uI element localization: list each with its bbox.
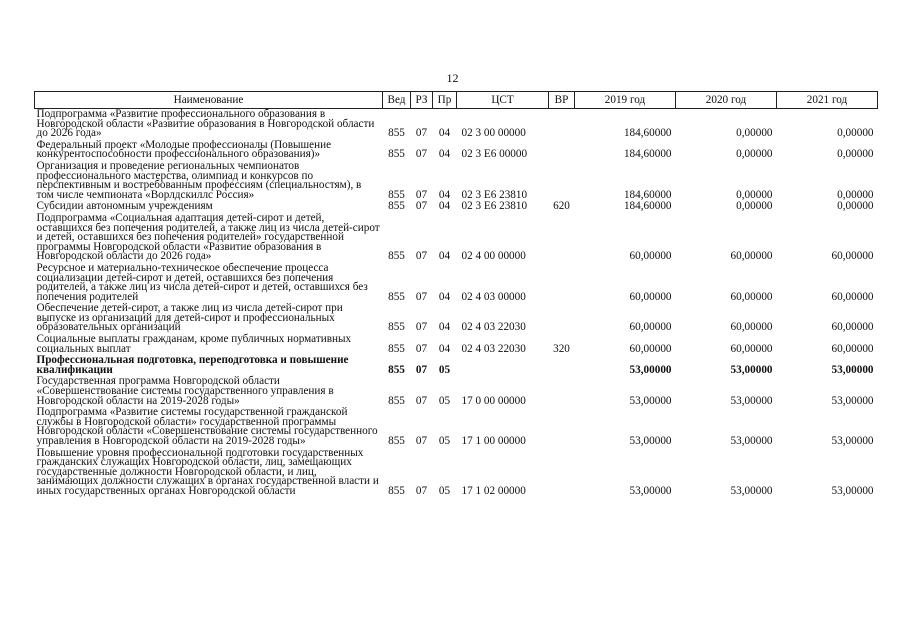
table-row <box>35 263 878 303</box>
column-header-2019: 2019 год <box>575 92 676 109</box>
column-header-ved: Вед <box>383 92 411 109</box>
row-2021-cell: 0,00000 <box>837 148 874 161</box>
row-ved-cell: 855 <box>388 321 405 334</box>
row-pr-cell: 04 <box>438 188 451 201</box>
row-2019-cell: 184,60000 <box>623 127 672 140</box>
row-pr-cell: 04 <box>438 127 451 140</box>
row-ved-cell: 855 <box>388 484 405 497</box>
row-pr-cell: 04 <box>438 148 451 161</box>
row-name-cell: Ресурсное и материально-техническое обеспечение процесса социализации детей-сирот и детей, оставшихся без попечения родителей, а также лиц из числа детей-сирот и детей, оставшихся без попечения родителей <box>36 261 368 303</box>
row-cst-cell: 02 4 00 00000 <box>461 250 526 263</box>
row-2019-cell: 184,60000 <box>623 148 672 161</box>
row-2019-cell: 53,00000 <box>629 484 672 497</box>
row-name-cell: Обеспечение детей-сирот, а также лиц из числа детей-сирот при выпуске из организаций для детей-сирот и профессиональных образовательных организаций <box>36 302 343 334</box>
table-row <box>35 448 878 498</box>
table-row <box>35 303 878 334</box>
row-2020-cell: 60,00000 <box>730 321 773 334</box>
row-rz-cell: 07 <box>415 250 428 263</box>
column-header-pr: Пр <box>433 92 457 109</box>
row-2019-cell: 184,60000 <box>623 188 672 201</box>
row-cst-cell: 02 3 Е6 00000 <box>461 148 528 161</box>
row-2021-cell: 0,00000 <box>837 188 874 201</box>
row-pr-cell: 04 <box>438 290 451 303</box>
row-cst-cell: 17 0 00 00000 <box>461 394 526 407</box>
row-cst-cell: 17 1 00 00000 <box>461 435 526 447</box>
row-ved-cell: 855 <box>388 290 405 303</box>
row-vr-cell <box>549 109 575 140</box>
row-vr-cell <box>549 376 575 407</box>
row-2020-cell: 53,00000 <box>730 484 773 497</box>
row-2020-cell: 53,00000 <box>730 435 773 447</box>
row-2019-cell: 53,00000 <box>629 435 672 447</box>
row-rz-cell: 07 <box>415 435 428 447</box>
row-vr-cell <box>549 303 575 334</box>
row-2019-cell: 53,00000 <box>629 363 672 376</box>
row-pr-cell: 05 <box>438 435 451 447</box>
column-header-2020: 2020 год <box>676 92 777 109</box>
row-2020-cell: 0,00000 <box>736 188 773 201</box>
row-vr-cell: 320 <box>553 342 570 355</box>
row-ved-cell: 855 <box>388 342 405 355</box>
row-vr-cell <box>549 355 575 376</box>
row-pr-cell: 04 <box>438 321 451 334</box>
row-cst-cell: 02 3 Е6 23810 <box>461 200 528 213</box>
row-name-cell: Социальные выплаты гражданам, кроме публичных нормативных социальных выплат <box>36 333 352 355</box>
row-rz-cell: 07 <box>415 484 428 497</box>
row-rz-cell: 07 <box>415 188 428 201</box>
row-2019-cell: 53,00000 <box>629 394 672 407</box>
row-pr-cell: 04 <box>438 200 451 213</box>
row-name-cell: Повышение уровня профессиональной подготовки государственных гражданских служащих Новгородской области, лиц, замещающих государственные должности Новгородской области, и лиц, занимающих должности служащих в органах государственной власти и иных государственных органах Новгородской области <box>36 446 379 497</box>
row-ved-cell: 855 <box>388 363 405 376</box>
table-body <box>35 109 878 498</box>
row-2021-cell: 60,00000 <box>831 321 874 334</box>
table-row <box>35 161 878 201</box>
row-ved-cell: 855 <box>388 188 405 201</box>
column-header-name: Наименование <box>35 92 383 109</box>
row-cst-cell: 17 1 02 00000 <box>461 484 526 497</box>
row-ved-cell: 855 <box>388 394 405 407</box>
row-ved-cell: 855 <box>388 250 405 263</box>
row-rz-cell: 07 <box>415 127 428 140</box>
table-header-row <box>35 92 878 109</box>
row-pr-cell: 05 <box>438 363 451 376</box>
row-2020-cell: 53,00000 <box>730 363 773 376</box>
row-pr-cell: 04 <box>438 250 451 263</box>
row-ved-cell: 855 <box>388 200 405 213</box>
row-ved-cell: 855 <box>388 435 405 447</box>
row-2021-cell: 60,00000 <box>831 342 874 355</box>
row-ved-cell: 855 <box>388 127 405 140</box>
row-cst-cell: 02 4 03 00000 <box>461 290 526 303</box>
row-ved-cell: 855 <box>388 148 405 161</box>
row-vr-cell: 620 <box>553 200 570 213</box>
row-vr-cell <box>549 213 575 263</box>
row-cst-cell: 02 4 03 22030 <box>461 321 526 334</box>
row-rz-cell: 07 <box>415 148 428 161</box>
row-2020-cell: 0,00000 <box>736 200 773 213</box>
column-header-2021: 2021 год <box>777 92 878 109</box>
row-name-cell: Организация и проведение региональных чемпионатов профессионального мастерства, олимпиад и конкурсов по перспективным и востребованным профессиям (специальностям), в том числе чемпионата «Ворлдскиллс Россия» <box>36 159 362 201</box>
row-2021-cell: 60,00000 <box>831 290 874 303</box>
row-rz-cell: 07 <box>415 290 428 303</box>
row-2021-cell: 0,00000 <box>837 200 874 213</box>
row-rz-cell: 07 <box>415 363 428 376</box>
column-header-rz: РЗ <box>411 92 433 109</box>
row-2019-cell: 60,00000 <box>629 321 672 334</box>
row-rz-cell: 07 <box>415 394 428 407</box>
budget-table <box>34 91 878 498</box>
table-row <box>35 140 878 161</box>
row-pr-cell: 04 <box>438 342 451 355</box>
row-vr-cell <box>549 161 575 201</box>
row-cst-cell <box>457 355 549 376</box>
row-2021-cell: 53,00000 <box>831 394 874 407</box>
row-pr-cell: 05 <box>438 394 451 407</box>
row-cst-cell: 02 3 Е6 23810 <box>461 188 528 201</box>
row-name-cell: Подпрограмма «Социальная адаптация детей-сирот и детей, оставшихся без попечения родителей, а также лиц из числа детей-сирот и детей, оставшихся без попечения родителей» государственной программы Новгородской области «Развитие образования в Новгородской области до 2026 года» <box>36 211 380 263</box>
row-vr-cell <box>549 263 575 303</box>
row-name-cell: Профессиональная подготовка, переподготовка и повышение квалификации <box>36 354 349 376</box>
row-cst-cell: 02 4 03 22030 <box>461 342 526 355</box>
row-2020-cell: 60,00000 <box>730 342 773 355</box>
table-row <box>35 109 878 140</box>
row-2020-cell: 60,00000 <box>730 290 773 303</box>
row-name-cell: Федеральный проект «Молодые профессионалы (Повышение конкурентоспособности профессионального образования)» <box>36 138 332 161</box>
row-name-cell: Подпрограмма «Развитие системы государственной гражданской службы в Новгородской области» государственной программы Новгородской области «Совершенствование системы государственного управления в Новгородской области на 2019-2028 годы» <box>36 406 378 447</box>
row-2020-cell: 0,00000 <box>736 148 773 161</box>
page-number: 12 <box>446 71 459 85</box>
row-2019-cell: 184,60000 <box>623 200 672 213</box>
row-vr-cell <box>549 140 575 161</box>
table-row <box>35 355 878 376</box>
table-row <box>35 213 878 263</box>
row-2020-cell: 0,00000 <box>736 127 773 140</box>
column-header-vr: ВР <box>549 92 575 109</box>
row-name-cell: Государственная программа Новгородской области «Совершенствование системы государственного управления в Новгородской области на 2019-2028 годы» <box>36 375 334 407</box>
row-2021-cell: 53,00000 <box>831 363 874 376</box>
row-rz-cell: 07 <box>415 342 428 355</box>
row-2021-cell: 53,00000 <box>831 435 874 447</box>
row-vr-cell <box>549 407 575 447</box>
row-2020-cell: 60,00000 <box>730 250 773 263</box>
column-header-cst: ЦСТ <box>457 92 549 109</box>
row-name-cell: Субсидии автономным учреждениям <box>36 200 213 213</box>
row-name-cell: Подпрограмма «Развитие профессионального образования в Новгородской области «Развитие образования в Новгородской области до 2026 года» <box>36 108 375 140</box>
row-vr-cell <box>549 448 575 498</box>
row-2021-cell: 60,00000 <box>831 250 874 263</box>
table-row <box>35 376 878 407</box>
row-2019-cell: 60,00000 <box>629 342 672 355</box>
row-2020-cell: 53,00000 <box>730 394 773 407</box>
table-row <box>35 407 878 447</box>
row-pr-cell: 05 <box>438 484 451 497</box>
row-2021-cell: 53,00000 <box>831 484 874 497</box>
row-cst-cell: 02 3 00 00000 <box>461 127 526 140</box>
row-rz-cell: 07 <box>415 200 428 213</box>
row-2021-cell: 0,00000 <box>837 127 874 140</box>
table-row <box>35 334 878 355</box>
row-2019-cell: 60,00000 <box>629 290 672 303</box>
row-rz-cell: 07 <box>415 321 428 334</box>
row-2019-cell: 60,00000 <box>629 250 672 263</box>
